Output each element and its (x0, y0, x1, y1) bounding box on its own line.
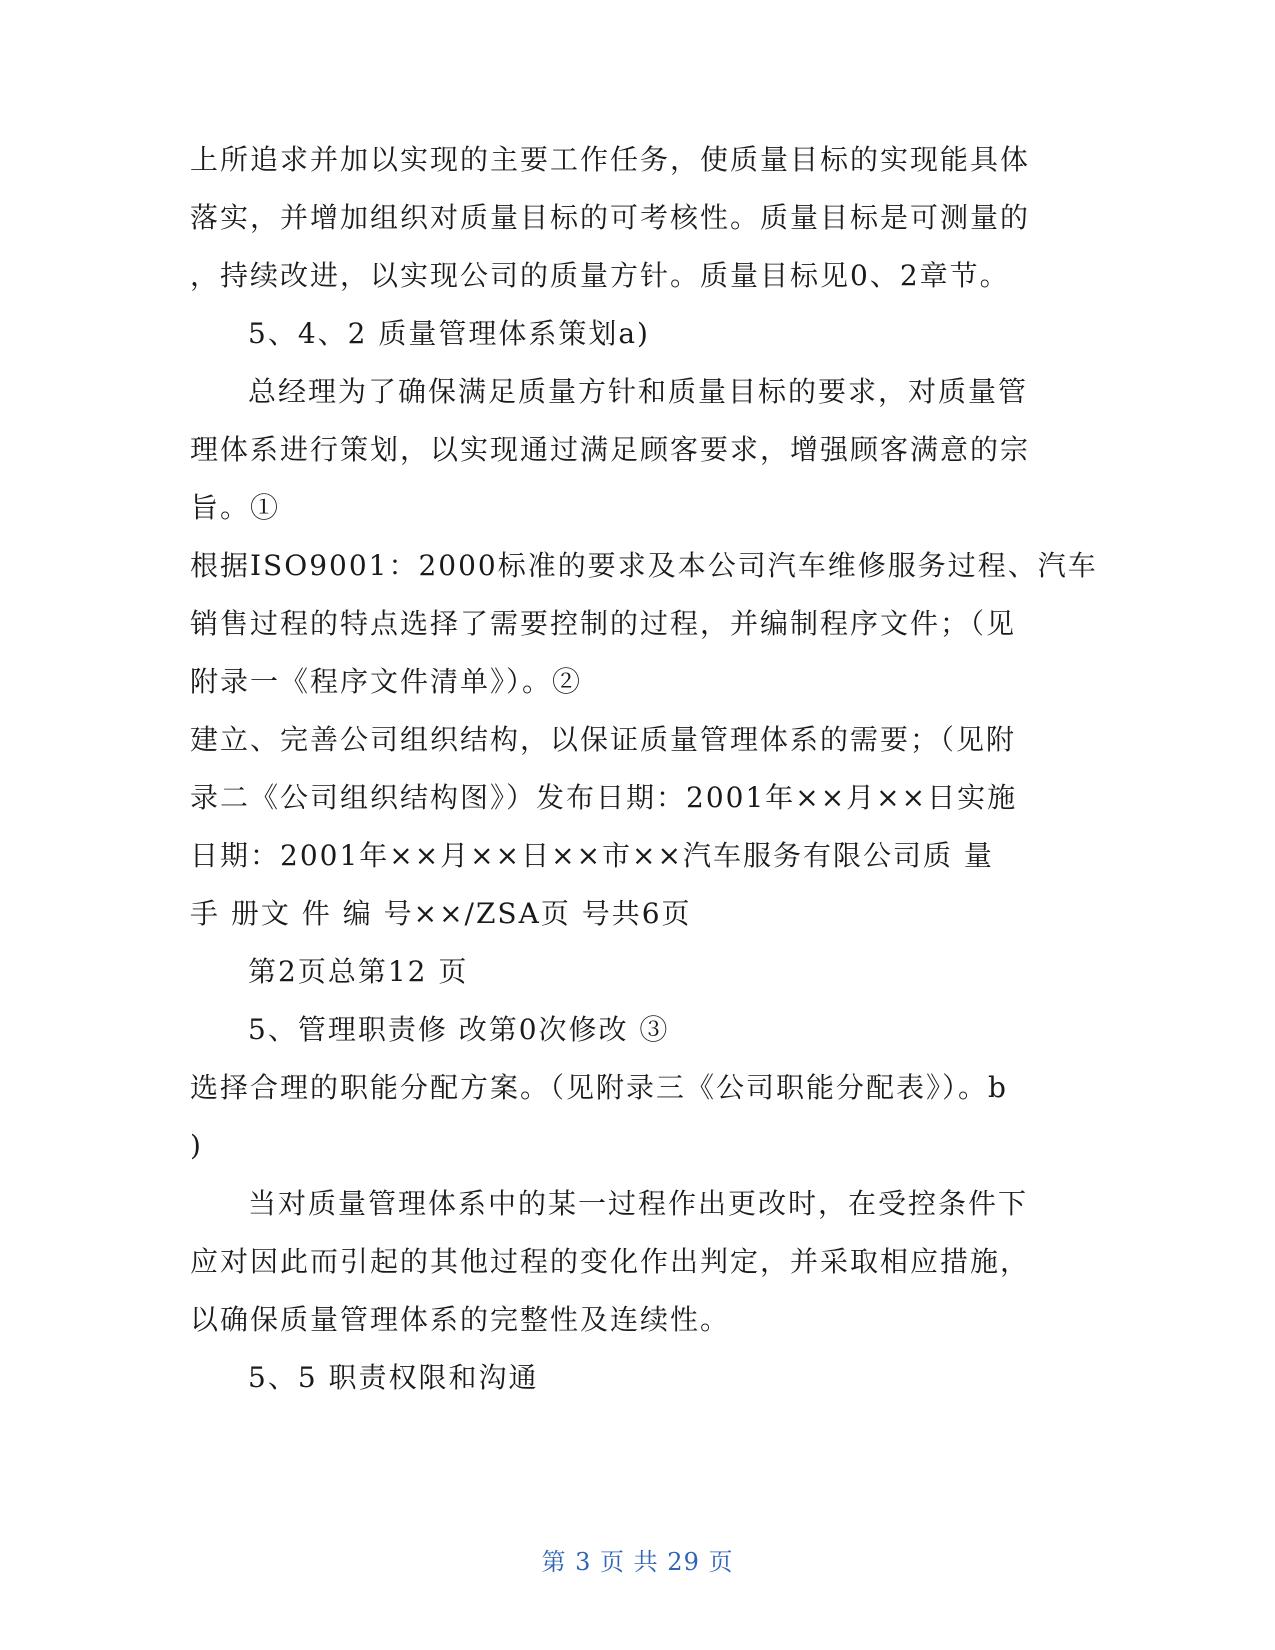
text-line: 总经理为了确保满足质量方针和质量目标的要求，对质量管 (248, 375, 1029, 408)
text-line: 建立、完善公司组织结构，以保证质量管理体系的需要；（见附 (190, 723, 1017, 756)
text-line: 销售过程的特点选择了需要控制的过程，并编制程序文件；（见 (190, 607, 1017, 640)
text-line: ，持续改进，以实现公司的质量方针。质量目标见0、2章节。 (190, 259, 1010, 292)
section-heading: 5、5 职责权限和沟通 (248, 1361, 539, 1394)
text-line: 根据ISO9001：2000标准的要求及本公司汽车维修服务过程、汽车 (190, 549, 1098, 582)
page-number-footer: 第 3 页 共 29 页 (541, 1548, 734, 1576)
text-line: 手 册文 件 编 号××/ZSA页 号共6页 (190, 897, 692, 930)
text-line: 理体系进行策划，以实现通过满足顾客要求，增强顾客满意的宗 (190, 433, 1031, 466)
text-line: 第2页总第12 页 (248, 955, 469, 988)
text-line: 旨。① (190, 491, 281, 524)
text-line: 应对因此而引起的其他过程的变化作出判定，并采取相应措施， (190, 1245, 1031, 1278)
text-line: 上所追求并加以实现的主要工作任务，使质量目标的实现能具体 (190, 143, 1031, 176)
text-line: 当对质量管理体系中的某一过程作出更改时，在受控条件下 (248, 1187, 1029, 1220)
section-heading: 5、4、2 质量管理体系策划a) (248, 317, 650, 350)
text-line: 落实，并增加组织对质量目标的可考核性。质量目标是可测量的 (190, 201, 1031, 234)
text-line: ) (190, 1129, 203, 1162)
text-line: 以确保质量管理体系的完整性及连续性。 (190, 1303, 731, 1336)
text-line: 日期：2001年××月××日××市××汽车服务有限公司质 量 (190, 839, 994, 872)
text-line: 附录一《程序文件清单》）。② (190, 665, 583, 698)
text-line: 5、管理职责修 改第0次修改 ③ (248, 1013, 670, 1046)
text-line: 选择合理的职能分配方案。（见附录三《公司职能分配表》）。b (190, 1071, 1008, 1104)
text-line: 录二《公司组织结构图》）发布日期：2001年××月××日实施 (190, 781, 1018, 814)
